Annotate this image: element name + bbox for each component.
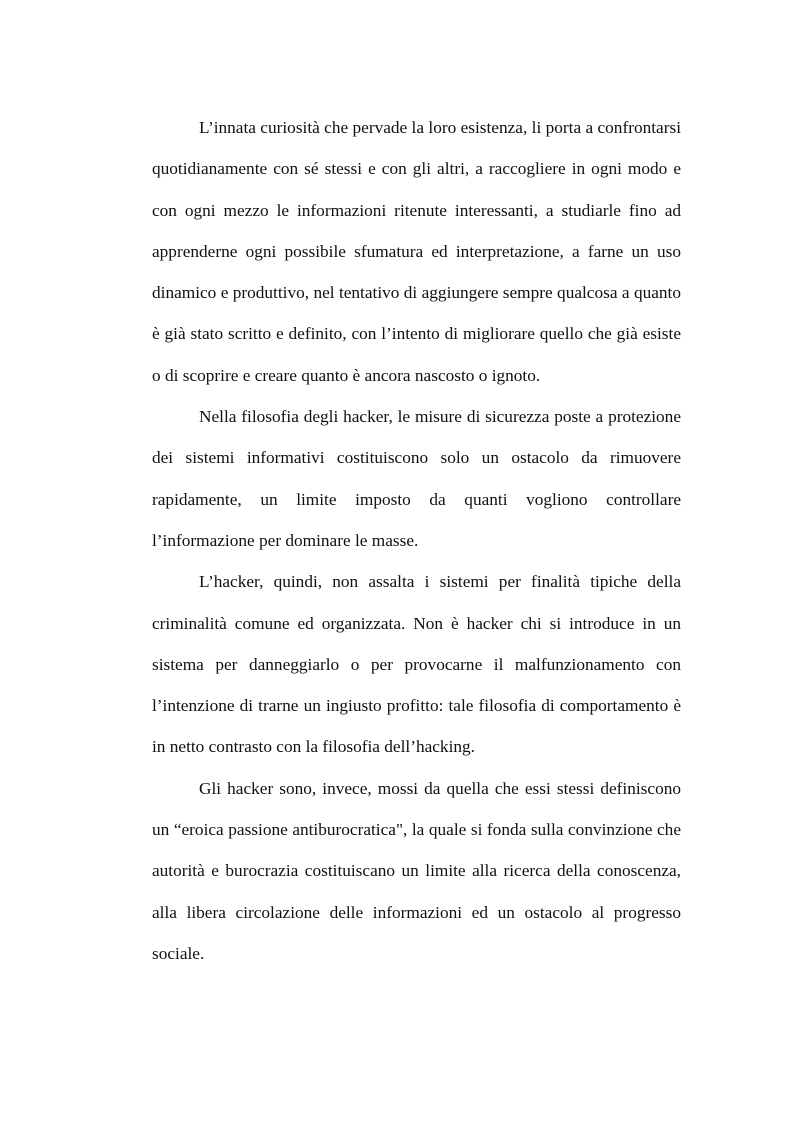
paragraph-hacker-intent: L’hacker, quindi, non assalta i sistemi per finalità tipiche della criminalità comune ed organizzata. Non è hacker chi si introduce in un sistema per danneggiarlo o per provocarne il malfunzionamento con l’intenzione di trarne un ingiusto profitto: tale filosofia di comportamento è in netto contrasto con la filosofia dell’hacking. — [152, 572, 681, 757]
paragraph-curiosity: L’innata curiosità che pervade la loro esistenza, li porta a confrontarsi quotidianamente con sé stessi e con gli altri, a raccogliere in ogni modo e con ogni mezzo le informazioni ritenute interessanti, a studiarle fino ad apprenderne ogni possibile sfumatura ed interpretazione, a farne un uso dinamico e produttivo, nel tentativo di aggiungere sempre qualcosa a quanto è già stato scritto e definito, con l’intento di migliorare quello che già esiste o di scoprire e creare quanto è ancora nascosto o ignoto. — [152, 118, 681, 385]
paragraph-security-philosophy: Nella filosofia degli hacker, le misure di sicurezza poste a protezione dei sistemi informativi costituiscono solo un ostacolo da rimuovere rapidamente, un limite imposto da quanti vogliono controllare l’informazione per dominare le masse. — [152, 407, 681, 550]
paragraph-antibureaucratic-passion: Gli hacker sono, invece, mossi da quella che essi stessi definiscono un “eroica passione antiburocratica", la quale si fonda sulla convinzione che autorità e burocrazia costituiscano un limite alla ricerca della conoscenza, alla libera circolazione delle informazioni ed un ostacolo al progresso sociale. — [152, 778, 681, 963]
text-body — [152, 107, 681, 974]
